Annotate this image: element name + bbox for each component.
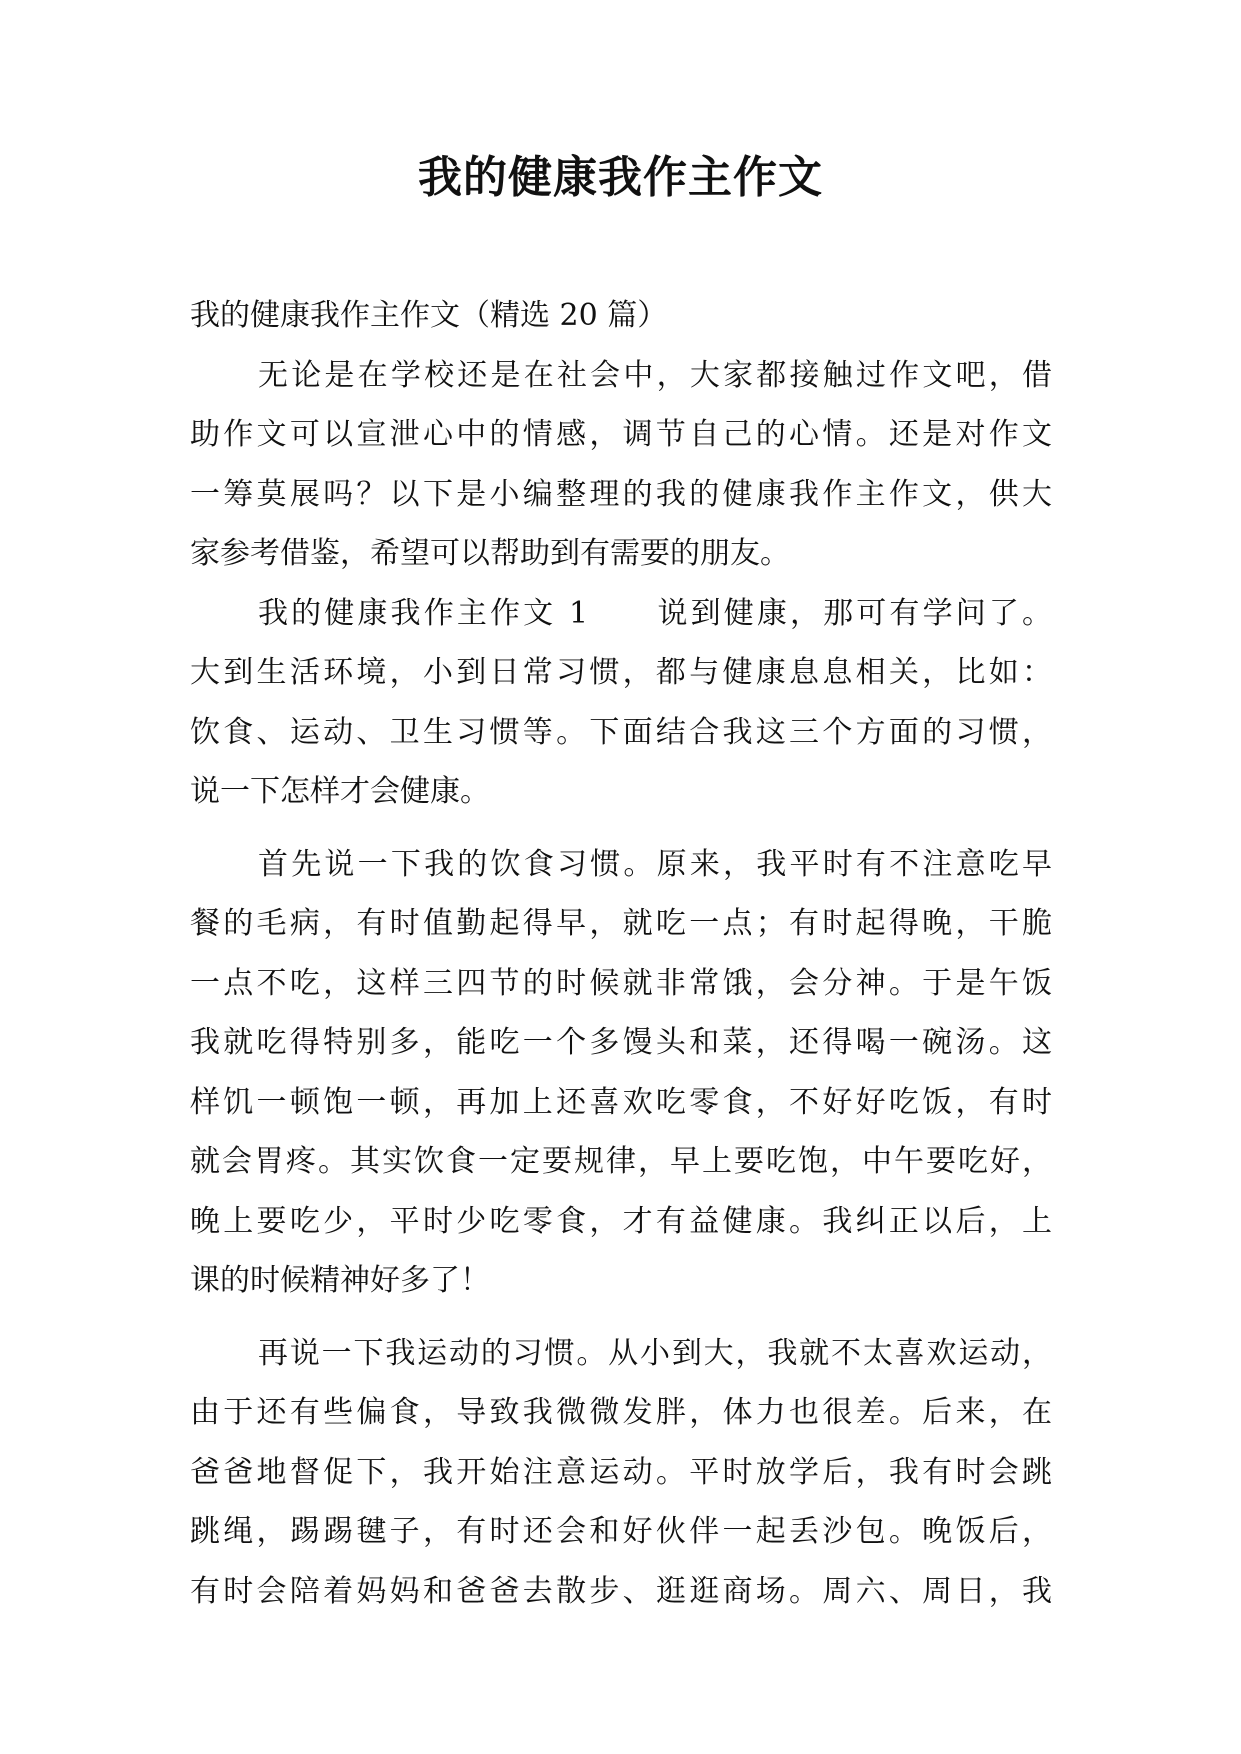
paragraph-line: 样饥一顿饱一顿，再加上还喜欢吃零食，不好好吃饭，有时: [190, 1084, 1052, 1120]
paragraph-line: 饮食、运动、卫生习惯等。下面结合我这三个方面的习惯，: [190, 714, 1052, 750]
paragraph-line: 餐的毛病，有时值勤起得早，就吃一点；有时起得晚，干脆: [190, 906, 1052, 941]
paragraph-line: 再说一下我运动的习惯。从小到大，我就不太喜欢运动，: [258, 1335, 1052, 1371]
paragraph-line: 首先说一下我的饮食习惯。原来，我平时有不注意吃早: [258, 846, 1052, 882]
paragraph-line: 大到生活环境，小到日常习惯，都与健康息息相关，比如：: [190, 655, 1052, 690]
paragraph-line: 我就吃得特别多，能吃一个多馒头和菜，还得喝一碗汤。这: [190, 1025, 1052, 1060]
paragraph-line: 家参考借鉴，希望可以帮助到有需要的朋友。: [190, 536, 790, 571]
paragraph-line: 有时会陪着妈妈和爸爸去散步、逛逛商场。周六、周日，我: [190, 1573, 1052, 1609]
paragraph-line: 无论是在学校还是在社会中，大家都接触过作文吧，借: [258, 357, 1052, 393]
paragraph-line: 助作文可以宣泄心中的情感，调节自己的心情。还是对作文: [190, 417, 1052, 452]
paragraph-line: 一筹莫展吗？以下是小编整理的我的健康我作主作文，供大: [190, 476, 1052, 512]
paragraph-line: 说一下怎样才会健康。: [190, 774, 490, 809]
paragraph-line: 由于还有些偏食，导致我微微发胖，体力也很差。后来，在: [190, 1395, 1052, 1430]
subtitle-line: 我的健康我作主作文（精选 20 篇）: [190, 298, 668, 333]
paragraph-line: 一点不吃，这样三四节的时候就非常饿，会分神。于是午饭: [190, 965, 1052, 1001]
paragraph-line: 就会胃疼。其实饮食一定要规律，早上要吃饱，中午要吃好，: [190, 1144, 1052, 1179]
document-body: [190, 286, 1052, 1621]
paragraph-line: 晚上要吃少，平时少吃零食，才有益健康。我纠正以后，上: [190, 1203, 1052, 1239]
paragraph-line: 跳绳，踢踢毽子，有时还会和好伙伴一起丢沙包。晚饭后，: [190, 1514, 1052, 1549]
paragraph-line: 我的健康我作主作文 1 说到健康，那可有学问了。: [258, 595, 1052, 631]
paragraph-line: 课的时候精神好多了！: [190, 1263, 490, 1298]
document-title: 我的健康我作主作文: [418, 152, 823, 203]
paragraph-line: 爸爸地督促下，我开始注意运动。平时放学后，我有时会跳: [190, 1454, 1052, 1490]
